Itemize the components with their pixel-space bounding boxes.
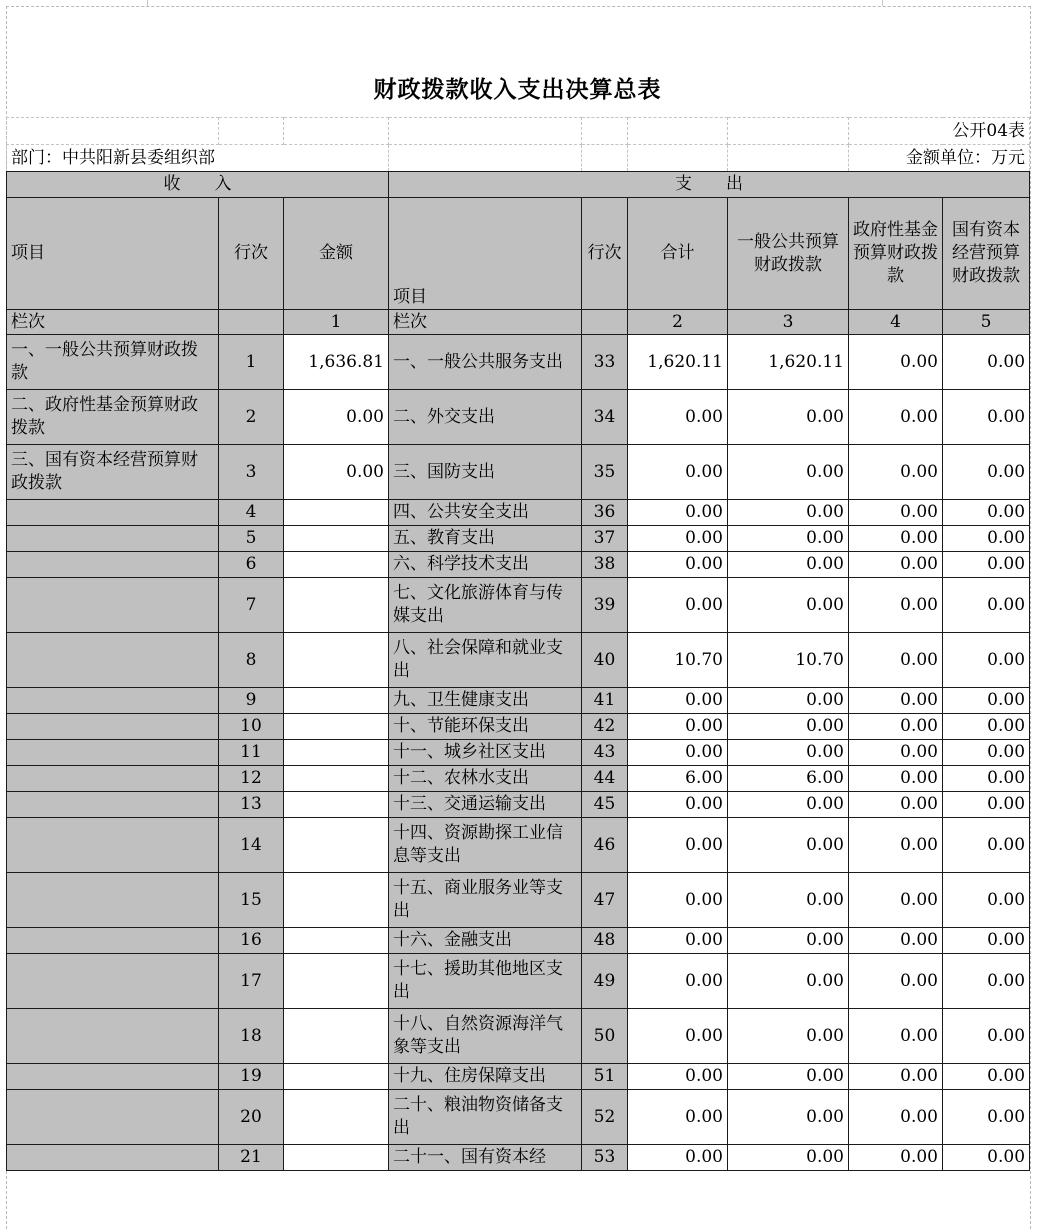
income-amount: 0.00 [284, 445, 389, 500]
expense-gov-fund: 0.00 [849, 552, 943, 578]
expense-gov-fund: 0.00 [849, 928, 943, 954]
expense-row-no: 49 [582, 954, 628, 1009]
income-item [7, 766, 219, 792]
income-amount [284, 740, 389, 766]
income-header: 收 入 [7, 172, 389, 198]
income-item [7, 740, 219, 766]
expense-gov-fund: 0.00 [849, 445, 943, 500]
expense-item: 六、科学技术支出 [389, 552, 582, 578]
income-amount [284, 792, 389, 818]
form-number: 公开04表 [849, 118, 1030, 145]
income-row-no: 5 [219, 526, 284, 552]
expense-total: 1,620.11 [628, 335, 728, 390]
expense-gov-fund: 0.00 [849, 335, 943, 390]
income-row-no: 3 [219, 445, 284, 500]
expense-row-no: 40 [582, 633, 628, 688]
expense-gov-fund: 0.00 [849, 526, 943, 552]
expense-item: 十一、城乡社区支出 [389, 740, 582, 766]
expense-item: 一、一般公共服务支出 [389, 335, 582, 390]
expense-row-no: 52 [582, 1090, 628, 1145]
col-state-capital: 国有资本经营预算财政拨款 [943, 198, 1030, 310]
table-row [7, 1009, 1030, 1064]
table-row [7, 445, 1030, 500]
income-row-no: 6 [219, 552, 284, 578]
expense-row-no: 47 [582, 873, 628, 928]
expense-state-capital: 0.00 [943, 1145, 1030, 1171]
expense-state-capital: 0.00 [943, 390, 1030, 445]
income-amount [284, 526, 389, 552]
expense-state-capital: 0.00 [943, 526, 1030, 552]
income-item [7, 873, 219, 928]
col-index-3: 3 [728, 310, 849, 335]
expense-state-capital: 0.00 [943, 766, 1030, 792]
table-row [7, 633, 1030, 688]
expense-gov-fund: 0.00 [849, 873, 943, 928]
expense-state-capital: 0.00 [943, 1090, 1030, 1145]
expense-total: 0.00 [628, 1064, 728, 1090]
income-amount [284, 954, 389, 1009]
income-row-no: 12 [219, 766, 284, 792]
expense-row-no: 44 [582, 766, 628, 792]
expense-state-capital: 0.00 [943, 954, 1030, 1009]
income-item [7, 1145, 219, 1171]
expense-item: 十九、住房保障支出 [389, 1064, 582, 1090]
col-income-amount: 金额 [284, 198, 389, 310]
expense-total: 0.00 [628, 552, 728, 578]
expense-row-no: 37 [582, 526, 628, 552]
expense-state-capital: 0.00 [943, 578, 1030, 633]
expense-total: 0.00 [628, 928, 728, 954]
expense-item: 九、卫生健康支出 [389, 688, 582, 714]
income-row-no: 16 [219, 928, 284, 954]
expense-gov-fund: 0.00 [849, 578, 943, 633]
budget-table [6, 117, 1030, 1171]
table-row [7, 818, 1030, 873]
income-amount [284, 928, 389, 954]
expense-state-capital: 0.00 [943, 928, 1030, 954]
expense-row-no: 48 [582, 928, 628, 954]
expense-item: 十二、农林水支出 [389, 766, 582, 792]
expense-item: 十四、资源勘探工业信息等支出 [389, 818, 582, 873]
page-title: 财政拨款收入支出决算总表 [373, 77, 662, 103]
expense-row-no: 43 [582, 740, 628, 766]
expense-general-budget: 0.00 [728, 740, 849, 766]
expense-total: 0.00 [628, 390, 728, 445]
expense-total: 0.00 [628, 954, 728, 1009]
col-income-item: 项目 [7, 198, 219, 310]
expense-item: 十五、商业服务业等支出 [389, 873, 582, 928]
table-row [7, 714, 1030, 740]
table-row [7, 578, 1030, 633]
table-row [7, 1145, 1030, 1171]
col-index-5: 5 [943, 310, 1030, 335]
expense-general-budget: 0.00 [728, 1090, 849, 1145]
expense-general-budget: 10.70 [728, 633, 849, 688]
col-index-2: 2 [628, 310, 728, 335]
expense-general-budget: 0.00 [728, 526, 849, 552]
expense-total: 0.00 [628, 1090, 728, 1145]
col-index-label: 栏次 [7, 310, 219, 335]
expense-general-budget: 0.00 [728, 873, 849, 928]
income-amount [284, 1009, 389, 1064]
income-item [7, 1090, 219, 1145]
income-item [7, 818, 219, 873]
expense-item: 八、社会保障和就业支出 [389, 633, 582, 688]
expense-item: 十、节能环保支出 [389, 714, 582, 740]
income-row-no: 13 [219, 792, 284, 818]
expense-gov-fund: 0.00 [849, 714, 943, 740]
income-row-no: 14 [219, 818, 284, 873]
table-row [7, 526, 1030, 552]
expense-state-capital: 0.00 [943, 1064, 1030, 1090]
expense-row-no: 38 [582, 552, 628, 578]
expense-state-capital: 0.00 [943, 688, 1030, 714]
expense-row-no: 42 [582, 714, 628, 740]
expense-total: 0.00 [628, 1145, 728, 1171]
income-amount: 1,636.81 [284, 335, 389, 390]
expense-total: 0.00 [628, 818, 728, 873]
expense-total: 0.00 [628, 445, 728, 500]
expense-item: 五、教育支出 [389, 526, 582, 552]
income-row-no: 11 [219, 740, 284, 766]
expense-row-no: 46 [582, 818, 628, 873]
expense-gov-fund: 0.00 [849, 954, 943, 1009]
unit-label: 金额单位：万元 [849, 145, 1030, 172]
expense-general-budget: 0.00 [728, 1009, 849, 1064]
expense-row-no: 33 [582, 335, 628, 390]
expense-state-capital: 0.00 [943, 335, 1030, 390]
expense-gov-fund: 0.00 [849, 818, 943, 873]
sheet-gridline [147, 0, 148, 6]
expense-general-budget: 0.00 [728, 792, 849, 818]
expense-total: 0.00 [628, 578, 728, 633]
expense-state-capital: 0.00 [943, 1009, 1030, 1064]
income-row-no: 15 [219, 873, 284, 928]
expense-state-capital: 0.00 [943, 633, 1030, 688]
col-total: 合计 [628, 198, 728, 310]
expense-row-no: 51 [582, 1064, 628, 1090]
income-item [7, 552, 219, 578]
expense-row-no: 39 [582, 578, 628, 633]
expense-row-no: 45 [582, 792, 628, 818]
income-amount [284, 500, 389, 526]
expense-total: 10.70 [628, 633, 728, 688]
expense-general-budget: 0.00 [728, 578, 849, 633]
expense-state-capital: 0.00 [943, 552, 1030, 578]
table-row [7, 766, 1030, 792]
expense-state-capital: 0.00 [943, 445, 1030, 500]
expense-total: 6.00 [628, 766, 728, 792]
income-item [7, 1009, 219, 1064]
income-item: 一、一般公共预算财政拨款 [7, 335, 219, 390]
expense-item: 二、外交支出 [389, 390, 582, 445]
income-row-no: 21 [219, 1145, 284, 1171]
income-row-no: 9 [219, 688, 284, 714]
expense-total: 0.00 [628, 714, 728, 740]
expense-item: 七、文化旅游体育与传媒支出 [389, 578, 582, 633]
income-row-no: 7 [219, 578, 284, 633]
expense-general-budget: 0.00 [728, 552, 849, 578]
expense-gov-fund: 0.00 [849, 390, 943, 445]
expense-item: 三、国防支出 [389, 445, 582, 500]
expense-general-budget: 0.00 [728, 714, 849, 740]
income-item [7, 792, 219, 818]
expense-item: 十三、交通运输支出 [389, 792, 582, 818]
income-amount [284, 1145, 389, 1171]
expense-gov-fund: 0.00 [849, 1009, 943, 1064]
table-row [7, 500, 1030, 526]
income-item: 二、政府性基金预算财政拨款 [7, 390, 219, 445]
income-row-no: 17 [219, 954, 284, 1009]
col-gov-fund: 政府性基金预算财政拨款 [849, 198, 943, 310]
sheet-gridline [882, 0, 883, 6]
expense-state-capital: 0.00 [943, 740, 1030, 766]
expense-gov-fund: 0.00 [849, 688, 943, 714]
expense-total: 0.00 [628, 526, 728, 552]
income-item [7, 633, 219, 688]
table-row [7, 740, 1030, 766]
table-row [7, 688, 1030, 714]
income-item [7, 1064, 219, 1090]
expense-total: 0.00 [628, 873, 728, 928]
income-row-no: 20 [219, 1090, 284, 1145]
expense-row-no: 35 [582, 445, 628, 500]
expense-gov-fund: 0.00 [849, 792, 943, 818]
table-row [7, 335, 1030, 390]
expense-row-no: 34 [582, 390, 628, 445]
expense-header: 支 出 [389, 172, 1030, 198]
expense-gov-fund: 0.00 [849, 740, 943, 766]
income-amount [284, 688, 389, 714]
expense-total: 0.00 [628, 1009, 728, 1064]
expense-gov-fund: 0.00 [849, 633, 943, 688]
income-item [7, 526, 219, 552]
table-row [7, 390, 1030, 445]
expense-item: 十七、援助其他地区支出 [389, 954, 582, 1009]
income-amount [284, 633, 389, 688]
income-amount [284, 552, 389, 578]
table-row [7, 954, 1030, 1009]
col-index-label-right: 栏次 [389, 310, 582, 335]
income-amount [284, 873, 389, 928]
expense-state-capital: 0.00 [943, 873, 1030, 928]
expense-general-budget: 0.00 [728, 1064, 849, 1090]
expense-item: 二十一、国有资本经 [389, 1145, 582, 1171]
table-row [7, 1090, 1030, 1145]
expense-general-budget: 0.00 [728, 390, 849, 445]
expense-item: 十六、金融支出 [389, 928, 582, 954]
income-row-no: 18 [219, 1009, 284, 1064]
expense-state-capital: 0.00 [943, 818, 1030, 873]
expense-gov-fund: 0.00 [849, 1064, 943, 1090]
expense-state-capital: 0.00 [943, 714, 1030, 740]
expense-general-budget: 0.00 [728, 954, 849, 1009]
expense-row-no: 50 [582, 1009, 628, 1064]
col-expense-row-no: 行次 [582, 198, 628, 310]
table-row [7, 552, 1030, 578]
income-amount: 0.00 [284, 390, 389, 445]
col-index-4: 4 [849, 310, 943, 335]
table-row [7, 873, 1030, 928]
expense-general-budget: 0.00 [728, 500, 849, 526]
col-income-row-no: 行次 [219, 198, 284, 310]
expense-general-budget: 0.00 [728, 1145, 849, 1171]
income-row-no: 10 [219, 714, 284, 740]
expense-gov-fund: 0.00 [849, 1145, 943, 1171]
table-row [7, 792, 1030, 818]
expense-gov-fund: 0.00 [849, 766, 943, 792]
col-general-budget: 一般公共预算财政拨款 [728, 198, 849, 310]
income-row-no: 2 [219, 390, 284, 445]
expense-row-no: 36 [582, 500, 628, 526]
expense-gov-fund: 0.00 [849, 500, 943, 526]
expense-state-capital: 0.00 [943, 500, 1030, 526]
expense-general-budget: 6.00 [728, 766, 849, 792]
expense-row-no: 53 [582, 1145, 628, 1171]
expense-row-no: 41 [582, 688, 628, 714]
income-row-no: 1 [219, 335, 284, 390]
income-row-no: 8 [219, 633, 284, 688]
income-row-no: 19 [219, 1064, 284, 1090]
table-row [7, 928, 1030, 954]
expense-general-budget: 0.00 [728, 445, 849, 500]
income-amount [284, 1064, 389, 1090]
income-item [7, 500, 219, 526]
income-amount [284, 818, 389, 873]
income-item: 三、国有资本经营预算财政拨款 [7, 445, 219, 500]
income-amount [284, 714, 389, 740]
income-item [7, 578, 219, 633]
expense-item: 四、公共安全支出 [389, 500, 582, 526]
expense-general-budget: 0.00 [728, 928, 849, 954]
expense-gov-fund: 0.00 [849, 1090, 943, 1145]
income-item [7, 714, 219, 740]
table-row [7, 1064, 1030, 1090]
income-amount [284, 578, 389, 633]
income-amount [284, 1090, 389, 1145]
expense-general-budget: 0.00 [728, 818, 849, 873]
department-label: 部门：中共阳新县委组织部 [7, 145, 389, 172]
expense-total: 0.00 [628, 500, 728, 526]
expense-item: 二十、粮油物资储备支出 [389, 1090, 582, 1145]
income-amount [284, 766, 389, 792]
col-expense-item: 项目 [389, 198, 582, 310]
expense-total: 0.00 [628, 740, 728, 766]
expense-total: 0.00 [628, 792, 728, 818]
income-item [7, 688, 219, 714]
expense-general-budget: 0.00 [728, 688, 849, 714]
income-row-no: 4 [219, 500, 284, 526]
expense-general-budget: 1,620.11 [728, 335, 849, 390]
income-item [7, 928, 219, 954]
income-item [7, 954, 219, 1009]
expense-item: 十八、自然资源海洋气象等支出 [389, 1009, 582, 1064]
expense-state-capital: 0.00 [943, 792, 1030, 818]
expense-total: 0.00 [628, 688, 728, 714]
col-index-1: 1 [284, 310, 389, 335]
